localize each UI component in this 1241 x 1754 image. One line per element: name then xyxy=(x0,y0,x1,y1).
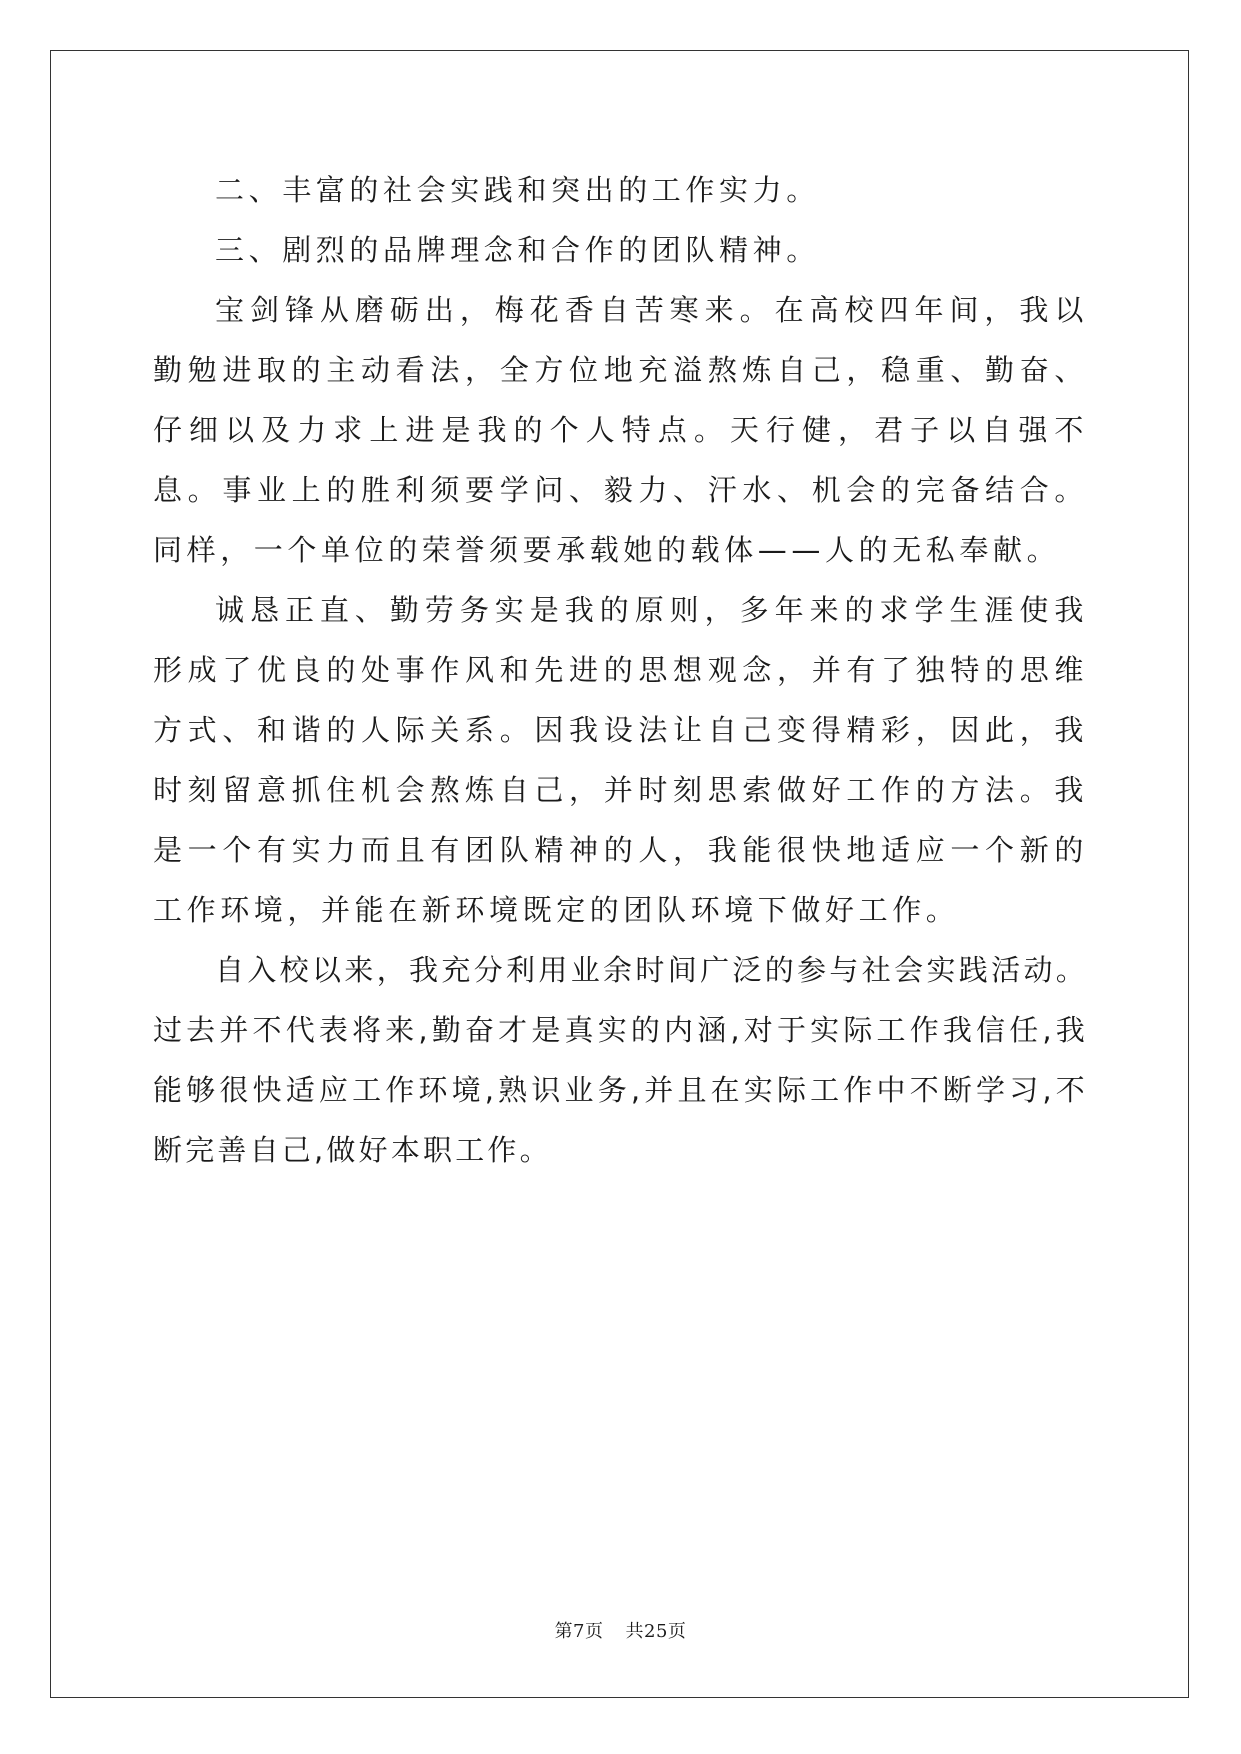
paragraph-social-activities: 自入校以来，我充分利用业余时间广泛的参与社会实践活动。过去并不代表将来,勤奋才是真实的内涵,对于实际工作我信任,我能够很快适应工作环境,熟识业务,并且在实际工作中不断学习,不断完善自己,做好本职工作。 xyxy=(153,953,1088,1167)
page-total: 共25页 xyxy=(625,1621,687,1642)
paragraph-team-spirit: 三、剧烈的品牌理念和合作的团队精神。 xyxy=(215,233,820,267)
paragraph-principles: 诚恳正直、勤劳务实是我的原则，多年来的求学生涯使我形成了优良的处事作风和先进的思想观念，并有了独特的思维方式、和谐的人际关系。因我设法让自己变得精彩，因此，我时刻留意抓住机会熬炼自己，并时刻思索做好工作的方法。我是一个有实力而且有团队精神的人，我能很快地适应一个新的工作环境，并能在新环境既定的团队环境下做好工作。 xyxy=(153,593,1088,927)
page-number: 第7页 xyxy=(554,1621,604,1642)
paragraph-self-intro: 宝剑锋从磨砺出，梅花香自苦寒来。在高校四年间，我以勤勉进取的主动看法，全方位地充溢熬炼自己，稳重、勤奋、仔细以及力求上进是我的个人特点。天行健，君子以自强不息。事业上的胜利须要学问、毅力、汗水、机会的完备结合。同样，一个单位的荣誉须要承载她的载体——人的无私奉献。 xyxy=(153,293,1088,567)
page-footer xyxy=(0,1617,1241,1643)
paragraph-practice: 二、丰富的社会实践和突出的工作实力。 xyxy=(215,173,820,207)
document-body xyxy=(153,160,1088,1180)
